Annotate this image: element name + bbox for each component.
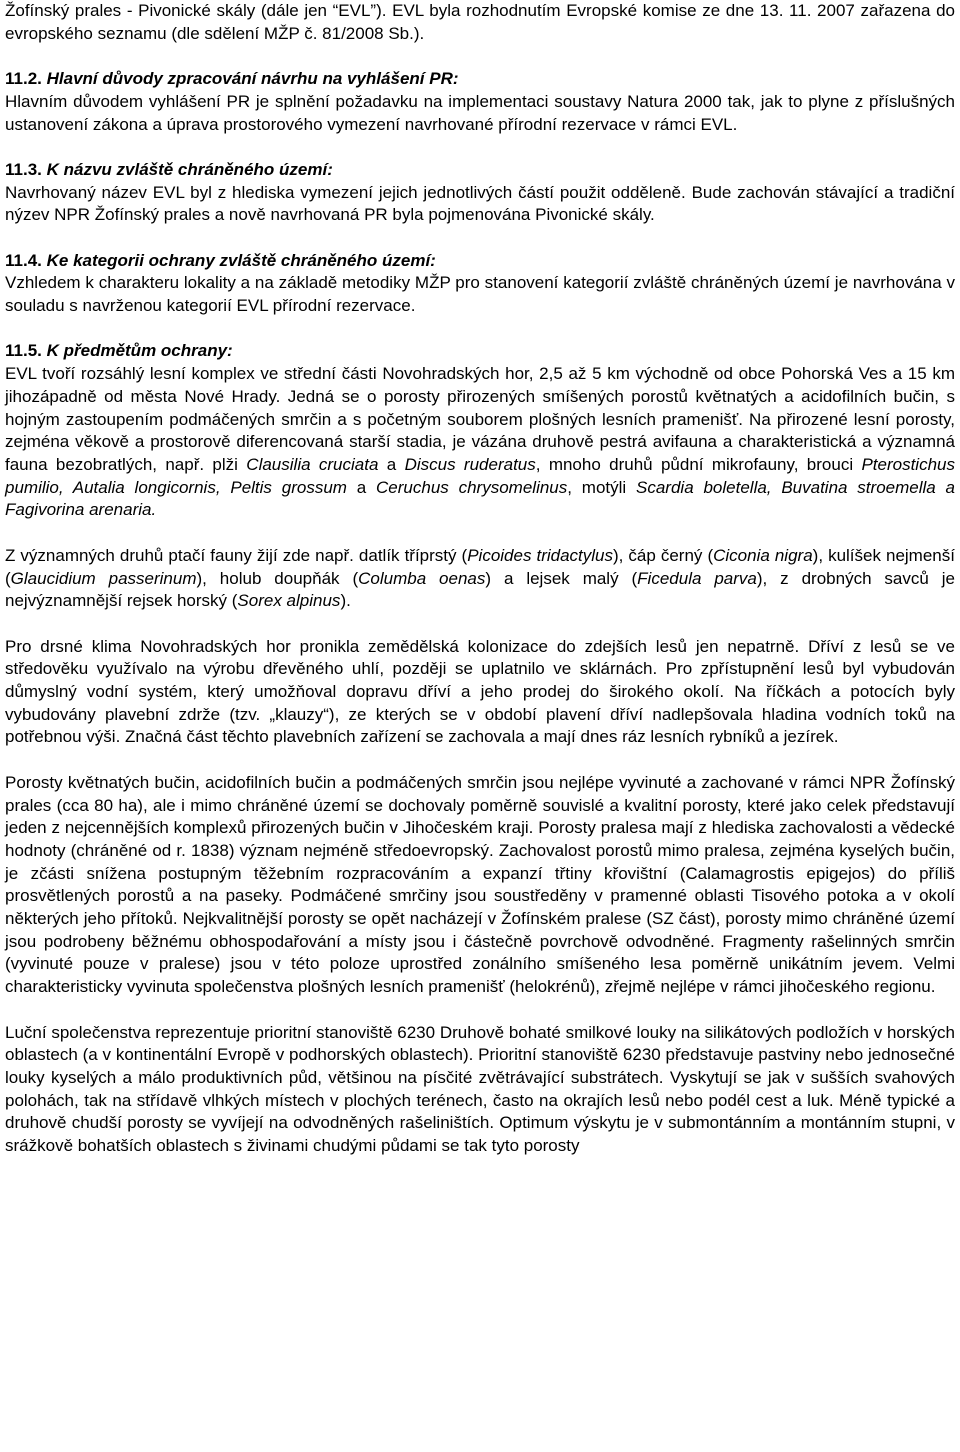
species-name: Glaucidium passerinum bbox=[10, 568, 197, 588]
section-heading-11-5 bbox=[5, 340, 955, 363]
spacer bbox=[5, 522, 955, 545]
text-run: , motýli bbox=[567, 477, 637, 497]
text-run: ). bbox=[340, 591, 351, 611]
text-run: ), z drobných savců je nejvýznamnější rejsek horský ( bbox=[5, 568, 955, 611]
section-heading-11-2 bbox=[5, 68, 955, 91]
text-run: a bbox=[378, 455, 405, 474]
text-run: ) a lejsek malý ( bbox=[485, 568, 638, 588]
section-body-11-4: Vzhledem k charakteru lokality a na základě metodiky MŽP pro stanovení kategorií zvláště chráněných území je navrhována v souladu s navrženou kategorií EVL přírodní rezervace. bbox=[5, 273, 955, 316]
section-number: 11.3. bbox=[5, 159, 42, 179]
section-title: Hlavní důvody zpracování návrhu na vyhlášení PR: bbox=[46, 69, 459, 89]
spacer bbox=[5, 613, 955, 636]
text-run: ), holub doupňák ( bbox=[196, 568, 359, 588]
section-body-11-3: Navrhovaný název EVL byl z hlediska vymezení jejich jednotlivých částí použit odděleně. Bude zachován stávající a tradiční nýzev NPR Žofínský prales a nově navrhovaná PR byla pojmenována Pivonické skály. bbox=[5, 182, 955, 225]
section-title: K názvu zvláště chráněného území: bbox=[46, 159, 333, 179]
forest-paragraph: Porosty květnatých bučin, acidofilních bučin a podmáčených smrčin jsou nejlépe vyvinuté a zachované v rámci NPR Žofínský prales (cca 80 ha), ale i mimo chráněné území se dochovaly poměrně souvislé a kvalitní porosty, které jako celek představují jeden z nejcennějších komplexů přirozených bučin v Jihočeském kraji. Porosty pralesa mají z hlediska zachovalosti a vědecké hodnoty (chráněné od r. 1838) význam nejméně středoevropský. Zachovalost porostů mimo pralesa, zejména kyselých bučin, je zčásti snížena postupným těžebním rozpracováním a expanzí třtiny křovištní (Calamagrostis epigejos) do příliš prosvětlených porostů a na paseky. Podmáčené smrčiny jsou soustředěny v pramenné oblasti Tisového potoka a v okolí některých jeho přítoků. Nejkvalitnější porosty se opět nacházejí v Žofínském pralese (SZ část), porosty mimo chráněné území jsou podrobeny běžnému obhospodařování a místy jsou i částečně povrchově odvodněné. Fragmenty rašelinných smrčin (vyvinuté pouze v pralese) jsou v této poloze uprostřed zonálního smíšeného lesa poměrně unikátním jevem. Velmi charakteristicky vyvinuta společenstva plošných lesních pramenišť (helokrénů), zřejmě nejlépe v rámci jihočeského regionu. bbox=[5, 772, 955, 997]
species-name: Columba oenas bbox=[358, 568, 486, 588]
section-heading-11-4 bbox=[5, 250, 955, 273]
species-name: Scardia boletella, Buvatina stroemella a Fagivorina arenaria. bbox=[5, 477, 955, 520]
section-title: K předmětům ochrany: bbox=[46, 341, 233, 361]
text-run: ), čáp černý ( bbox=[613, 545, 714, 565]
document-page bbox=[5, 0, 955, 1158]
species-name: Clausilia cruciata bbox=[246, 455, 379, 474]
species-name: Picoides tridactylus bbox=[467, 545, 614, 565]
history-paragraph: Pro drsné klima Novohradských hor pronikla zemědělská kolonizace do zdejších lesů jen nepatrně. Dříví z lesů se ve středověku využívalo na výrobu dřevěného uhlí, později se uplatnilo ve sklárnách. Pro zpřístupnění lesů byl vybudován důmyslný vodní systém, který umožňoval dopravu dříví a jeho prodej do širokého okolí. Na říčkách a potocích byly vybudovány plavební zdrže (tzv. „klauzy“), ze kterých se v období plavení dříví nadlepšovala hladina vodních toků na potřebnou výši. Značná část těchto plavebních zařízení se zachovala a mají dnes ráz lesních rybníků a jezírek. bbox=[5, 636, 955, 747]
intro-paragraph: Žofínský prales - Pivonické skály (dále jen “EVL”). EVL byla rozhodnutím Evropské komise ze dne 13. 11. 2007 zařazena do evropského seznamu (dle sdělení MŽP č. 81/2008 Sb.). bbox=[5, 1, 955, 43]
text-run: a bbox=[346, 477, 377, 497]
section-number: 11.5. bbox=[5, 341, 42, 361]
section-heading-11-3 bbox=[5, 159, 955, 182]
species-name: Sorex alpinus bbox=[237, 591, 341, 611]
text-run: EVL tvoří rozsáhlý lesní komplex ve střední části Novohradských hor, 2,5 až 5 km východně od obce Pohorská Ves a 15 km jihozápadně od města Nové Hrady. Jedná se o porosty přirozených smíšených porostů květnatých a acidofilních bučin, s hojným zastoupením podmáčených smrčin a s početným souborem plošných lesních pramenišť. Na přirozené lesní porosty, zejména věkově a prostorově diferencovaná starší stadia, je vázána druhově pestrá avifauna a charakteristická a významná fauna bezobratlých, např. plži bbox=[5, 364, 955, 474]
spacer bbox=[5, 749, 955, 772]
text-run: Z významných druhů ptačí fauny žijí zde např. datlík tříprstý ( bbox=[5, 545, 468, 565]
section-number: 11.2. bbox=[5, 69, 42, 89]
species-name: Pterostichus pumilio, Autalia longicornis, Peltis grossum bbox=[5, 455, 955, 497]
spacer bbox=[5, 999, 955, 1022]
section-body-11-2: Hlavním důvodem vyhlášení PR je splnění požadavku na implementaci soustavy Natura 2000 tak, jak to plyne z příslušných ustanovení zákona a úprava prostorového vymezení navrhované přírodní rezervace v rámci EVL. bbox=[5, 91, 955, 134]
spacer bbox=[5, 227, 955, 250]
birds-paragraph bbox=[5, 545, 955, 613]
species-name: Ciconia nigra bbox=[713, 545, 813, 565]
text-run: ), kulíšek nejmenší ( bbox=[5, 545, 955, 588]
meadow-paragraph: Luční společenstva reprezentuje prioritní stanoviště 6230 Druhově bohaté smilkové louky na silikátových podložích v horských oblastech (a v kontinentální Evropě v podhorských oblastech). Prioritní stanoviště 6230 představuje pastviny nebo jednosečné louky kyselých a málo produktivních půd, většinou na písčité zvětrávající substrátech. Vyskytují se jak v sušších svahových polohách, tak na střídavě vlhkých místech v plochých terénech, často na okrajích lesů nebo podél cest a luk. Méně typické a druhově chudší porosty se vyvíjejí na odvodněných rašeliništích. Optimum výskytu je v submontánním a montánním stupni, v srážkově bohatších oblastech s živinami chudými půdami se tak tyto porosty bbox=[5, 1022, 955, 1156]
section-number: 11.4. bbox=[5, 250, 42, 270]
spacer bbox=[5, 136, 955, 159]
species-name: Ficedula parva bbox=[637, 568, 757, 588]
spacer bbox=[5, 318, 955, 341]
spacer bbox=[5, 45, 955, 68]
text-run: , mnoho druhů půdní mikrofauny, brouci bbox=[535, 455, 862, 474]
section-title: Ke kategorii ochrany zvláště chráněného území: bbox=[46, 250, 436, 270]
species-name: Ceruchus chrysomelinus bbox=[376, 477, 568, 497]
section-body-11-5 bbox=[5, 363, 955, 522]
species-name: Discus ruderatus bbox=[404, 455, 536, 474]
